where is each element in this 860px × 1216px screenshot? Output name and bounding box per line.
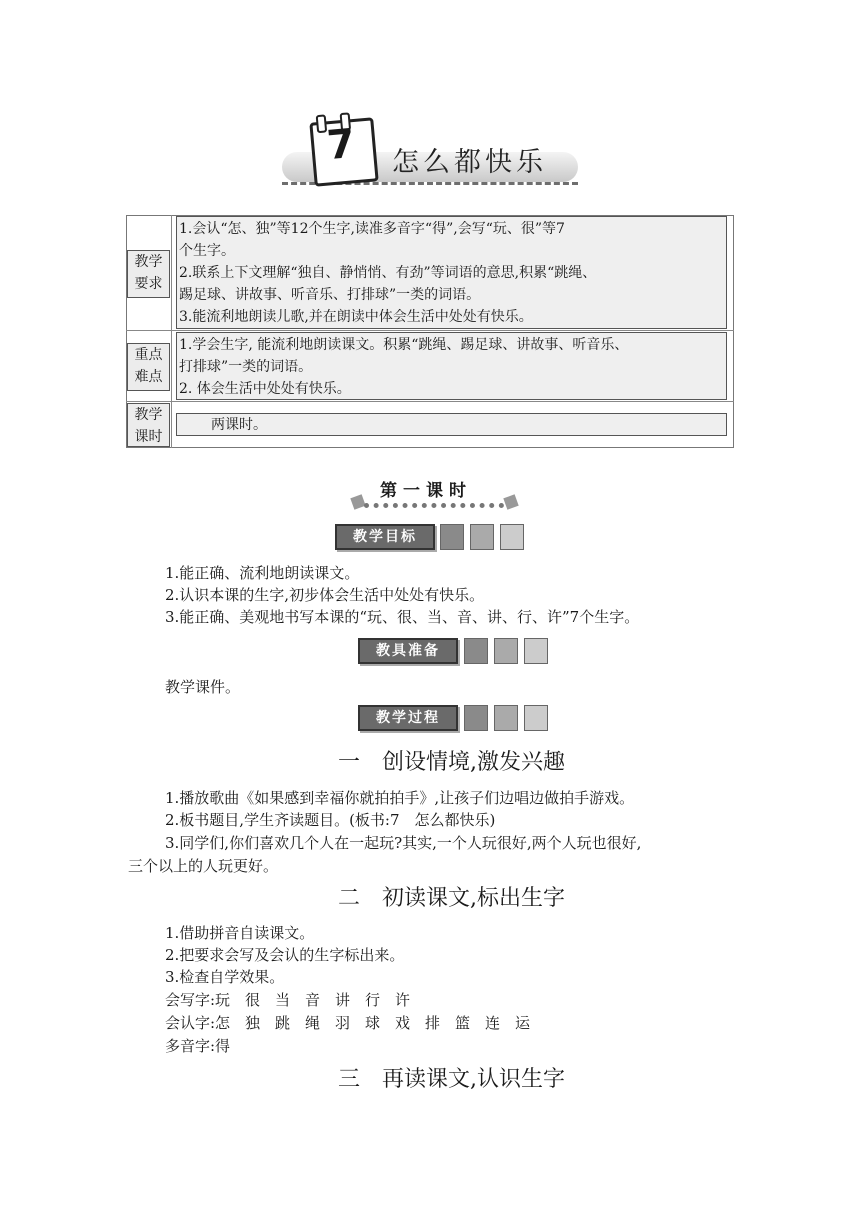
tab-block [464,638,488,664]
tab-block [524,705,548,731]
tab-block [500,524,524,550]
period-title: 第一课时 [380,481,472,501]
goal-line: 2.联系上下文理解“独自、静悄悄、有劲”等词语的意思,积累“跳绳、 [179,265,597,281]
step-line: 3.检查自学效果。 [165,968,285,986]
keypoint-line: 2. 体会生活中处处有快乐。 [179,381,351,397]
keypoints-label [127,343,170,391]
step-line: 三个以上的人玩更好。 [128,857,279,875]
objective-line: 1.能正确、流利地朗读课文。 [165,564,360,582]
step-line: 2.板书题目,学生齐读题目。(板书:7 怎么都快乐) [165,811,496,829]
table-divider [171,215,172,448]
label-line: 要求 [134,276,163,292]
goals-label [127,250,170,298]
step-line: 2.把要求会写及会认的生字标出来。 [165,946,405,964]
step-heading: 二 初读课文,标出生字 [338,886,565,911]
hours-cell: 两课时。 [176,413,727,436]
process-tab: 教学过程 [358,705,458,731]
materials-tab: 教具准备 [358,638,458,664]
tab-block [524,638,548,664]
tab-block [494,705,518,731]
step-line: 3.同学们,你们喜欢几个人在一起玩?其实,一个人玩很好,两个人玩也很好, [165,834,642,852]
objectives-tab: 教学目标 [335,524,435,550]
tab-block [494,638,518,664]
step-heading: 一 创设情境,激发兴趣 [338,750,565,775]
table-divider [126,330,734,331]
goal-line: 个生字。 [179,243,235,259]
table-divider [126,401,734,402]
step-line: 1.借助拼音自读课文。 [165,924,315,942]
label-line: 难点 [134,369,163,385]
decor-square [503,494,518,509]
keypoint-line: 打排球”一类的词语。 [179,359,313,375]
materials-text: 教学课件。 [165,678,241,696]
label-line: 教学 [134,254,163,270]
tab-block [464,705,488,731]
step-line: 多音字:得 [165,1037,231,1055]
label-line: 教学 [134,407,163,423]
label-line: 课时 [134,429,163,445]
goal-line: 3.能流利地朗读儿歌,并在朗读中体会生活中处处有快乐。 [179,309,533,325]
lesson-number: 7 [325,120,357,170]
goal-line: 1.会认“怎、独”等12个生字,读准多音字“得”,会写“玩、很”等7 [179,221,565,237]
objective-line: 3.能正确、美观地书写本课的“玩、很、当、音、讲、行、许”7个生字。 [165,608,640,626]
hours-label [127,403,170,447]
keypoints-cell [176,332,727,400]
label-line: 重点 [134,347,163,363]
step-line: 1.播放歌曲《如果感到幸福你就拍拍手》,让孩子们边唱边做拍手游戏。 [165,789,635,807]
goals-cell [176,216,727,329]
objective-line: 2.认识本课的生字,初步体会生活中处处有快乐。 [165,586,485,604]
lesson-title: 怎么都快乐 [392,147,547,178]
keypoint-line: 1.学会生字, 能流利地朗读课文。积累“跳绳、踢足球、讲故事、听音乐、 [179,337,629,353]
step-line: 会认字:怎 独 跳 绳 羽 球 戏 排 篮 连 运 [165,1014,531,1032]
step-line: 会写字:玩 很 当 音 讲 行 许 [165,991,411,1009]
tab-block [440,524,464,550]
step-heading: 三 再读课文,认识生字 [338,1067,565,1092]
period-underline [364,503,504,508]
goal-line: 踢足球、讲故事、听音乐、打排球”一类的词语。 [179,287,481,303]
tab-block [470,524,494,550]
